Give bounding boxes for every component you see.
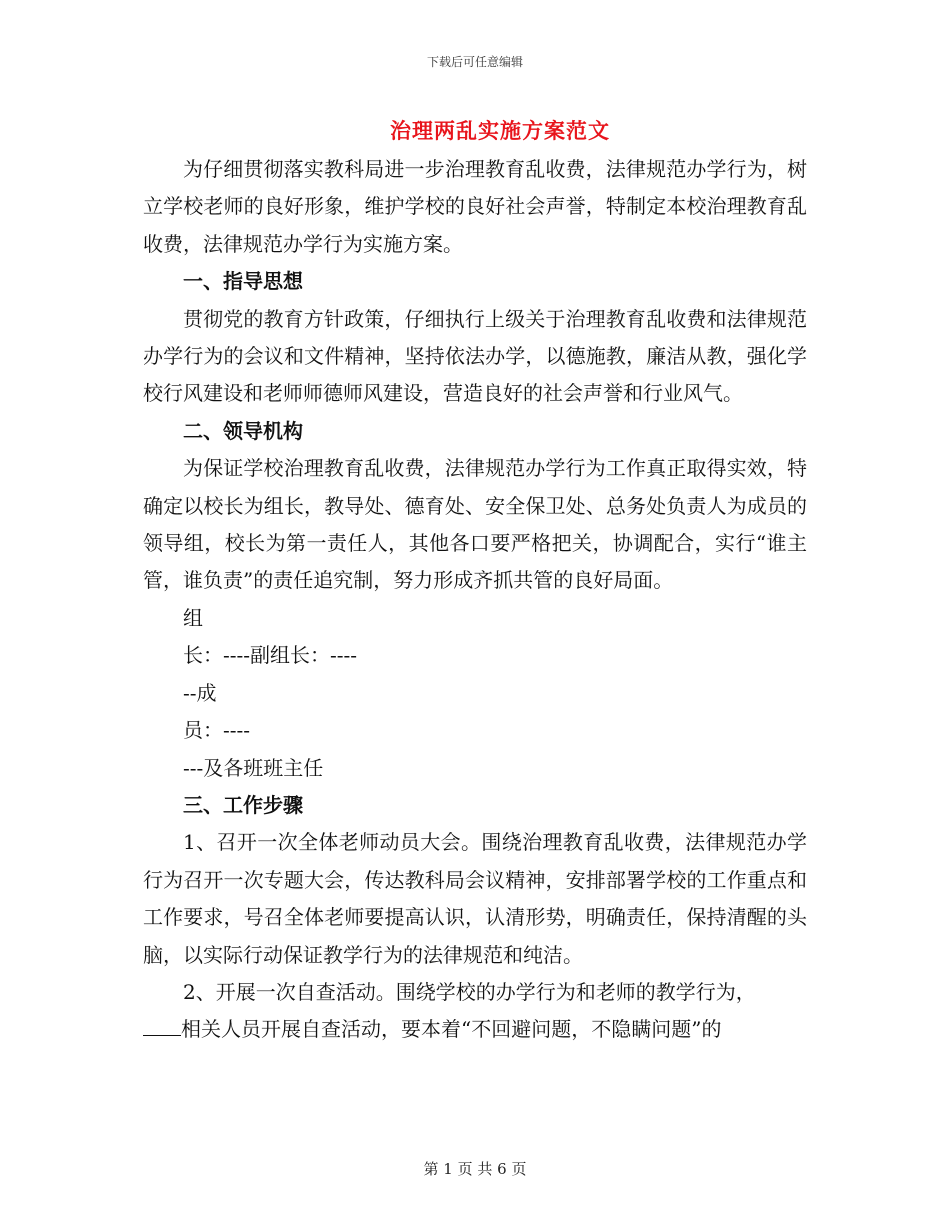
roster-line: 组 [183,605,203,630]
step-2-paragraph-line-2 [143,1011,807,1048]
section-heading-guiding-ideology: 一、指导思想 [183,269,303,294]
roster-line: --成 [183,680,217,705]
section-body-leadership: 为保证学校治理教育乱收费，法律规范办学行为工作真正取得实效，特确定以校长为组长，教导处、德育处、安全保卫处、总务处负责人为成员的领导组，校长为第一责任人，其他各口要严格把关，协调配合，实行“谁主管，谁负责”的责任追究制，努力形成齐抓共管的良好局面。 [143,456,807,593]
step-2-paragraph-line-1: 2、开展一次自查活动。围绕学校的办学行为和老师的教学行为， [183,979,756,1004]
step-1-paragraph: 1、召开一次全体老师动员大会。围绕治理教育乱收费，法律规范办学行为召开一次专题大会，传达教科局会议精神，安排部署学校的工作重点和工作要求，号召全体老师要提高认识，认清形势，明确责任，保持清醒的头脑，以实际行动保证教学行为的法律规范和纯洁。 [143,830,807,967]
roster-line: ---及各班班主任 [183,755,324,780]
step-2-continuation: 相关人员开展自查活动，要本着“不回避问题，不隐瞒问题”的 [181,1017,722,1042]
roster-line: 员：---- [183,718,251,743]
fill-in-blank [143,1017,181,1036]
document-body [143,151,807,1049]
section-heading-leadership: 二、领导机构 [183,418,303,443]
section-body-guiding-ideology: 贯彻党的教育方针政策，仔细执行上级关于治理教育乱收费和法律规范办学行为的会议和文件精神，坚持依法办学，以德施教，廉洁从教，强化学校行风建设和老师师德师风建设，营造良好的社会声誉和行业风气。 [143,306,807,406]
roster-line: 长：----副组长：---- [183,643,358,668]
document-title: 治理两乱实施方案范文 [390,118,610,143]
page-number: 第 1 页 共 6 页 [423,1160,527,1178]
header-note: 下载后可任意编辑 [426,55,523,69]
intro-paragraph: 为仔细贯彻落实教科局进一步治理教育乱收费，法律规范办学行为，树立学校老师的良好形象，维护学校的良好社会声誉，特制定本校治理教育乱收费，法律规范办学行为实施方案。 [143,157,807,256]
section-heading-work-steps: 三、工作步骤 [183,792,303,817]
